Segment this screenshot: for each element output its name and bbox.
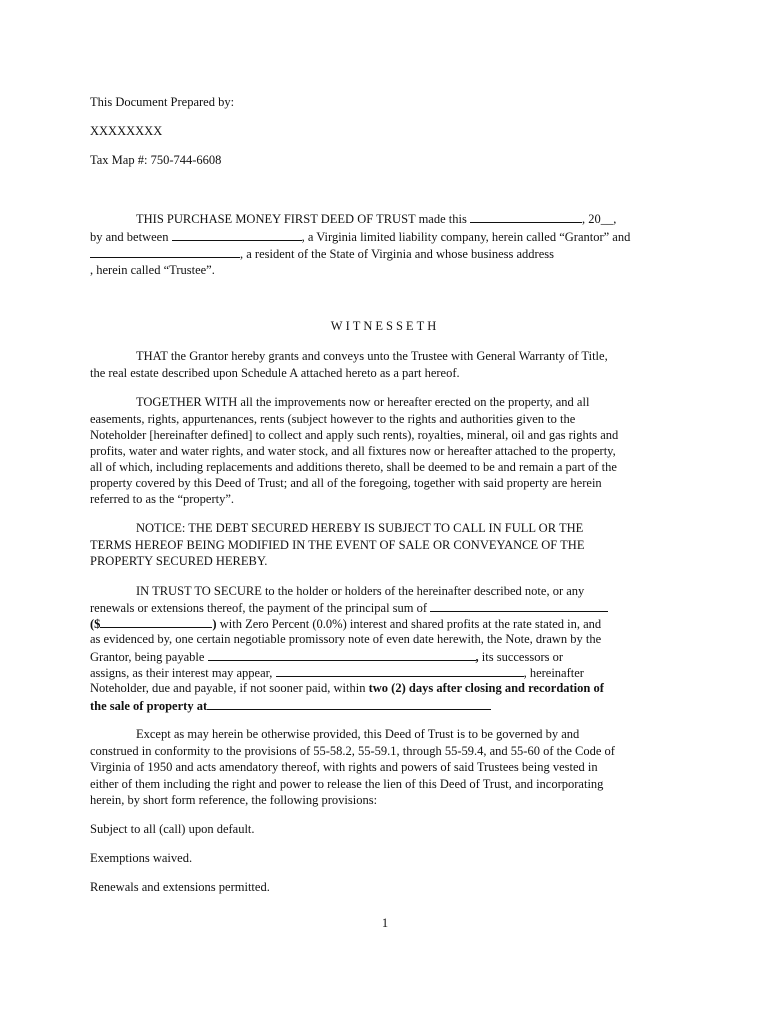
together-line: property covered by this Deed of Trust; and all of the foregoing, together with said property are herein <box>90 476 602 490</box>
amount-prefix: ($ <box>90 617 101 631</box>
intro-text: , a Virginia limited liability company, herein called “Grantor” and <box>301 230 631 244</box>
tax-map-number: Tax Map #: 750-744-6608 <box>90 153 222 167</box>
prepared-by-label: This Document Prepared by: <box>90 95 235 109</box>
together-line: all of which, including replacements and additions thereto, shall be deemed to be and remain a part of the <box>90 460 617 474</box>
grant-line: the real estate described upon Schedule A attached hereto as a part hereof. <box>90 366 460 380</box>
except-line: either of them including the right and power to release the lien of this Deed of Trust, and incorporating <box>90 777 604 791</box>
trust-line-7 <box>90 680 604 696</box>
payee-blank <box>208 648 476 661</box>
together-line: profits, water and water rights, and water stock, and all fixtures now or hereafter attached to the property, <box>90 444 616 458</box>
preparer-name: XXXXXXXX <box>90 124 163 138</box>
together-line: TOGETHER WITH all the improvements now or hereafter erected on the property, and all <box>136 395 590 409</box>
together-line: easements, rights, appurtenances, rents (subject however to the rights and authorities given to the <box>90 412 576 426</box>
trust-text: renewals or extensions thereof, the payment of the principal sum of <box>90 601 428 615</box>
trust-line-2 <box>90 599 608 616</box>
together-line: referred to as the “property”. <box>90 492 235 506</box>
notice-line: PROPERTY SECURED HEREBY. <box>90 554 268 568</box>
intro-text: by and between <box>90 230 169 244</box>
trust-text: , hereinafter <box>523 666 584 680</box>
noteholder-blank <box>276 664 524 677</box>
trustee-blank <box>90 245 240 258</box>
page-number: 1 <box>381 916 389 930</box>
notice-line: TERMS HEREOF BEING MODIFIED IN THE EVENT OF SALE OR CONVEYANCE OF THE <box>90 538 585 552</box>
trust-text: its successors or <box>478 650 564 664</box>
amount-suffix: ) <box>212 617 217 631</box>
except-line: Except as may herein be otherwise provided, this Deed of Trust is to be governed by and <box>136 727 580 741</box>
intro-year: , 20__, <box>581 212 617 226</box>
trust-line-8 <box>90 697 491 714</box>
principal-sum-blank <box>430 599 608 612</box>
due-terms: the sale of property at <box>90 699 208 713</box>
intro-text: , a resident of the State of Virginia and whose business address <box>240 247 555 261</box>
witnesseth-heading: WITNESSETH <box>330 319 440 333</box>
intro-line-3 <box>90 245 554 262</box>
trust-line-3 <box>90 615 601 632</box>
grant-line: THAT the Grantor hereby grants and conveys unto the Trustee with General Warranty of Title, <box>136 349 608 363</box>
date-blank <box>470 210 582 223</box>
trust-text: Noteholder, due and payable, if not sooner paid, within <box>90 681 369 695</box>
trust-line-4: as evidenced by, one certain negotiable promissory note of even date herewith, the Note, drawn by the <box>90 632 602 646</box>
trust-line-5 <box>90 648 563 665</box>
except-line: construed in conformity to the provisions of 55-58.2, 55-59.1, through 55-59.4, and 55-60 of the Code of <box>90 744 615 758</box>
trust-text: assigns, as their interest may appear, <box>90 666 273 680</box>
notice-line: NOTICE: THE DEBT SECURED HEREBY IS SUBJECT TO CALL IN FULL OR THE <box>136 521 584 535</box>
provision-item: Renewals and extensions permitted. <box>90 880 270 894</box>
intro-line-2 <box>90 228 630 245</box>
together-line: Noteholder [hereinafter defined] to collect and apply such rents), royalties, mineral, oil and gas rights and <box>90 428 619 442</box>
provision-item: Subject to all (call) upon default. <box>90 822 255 836</box>
intro-line-4: , herein called “Trustee”. <box>90 263 215 277</box>
intro-line-1 <box>136 210 616 227</box>
grantor-blank <box>172 228 302 241</box>
trust-text: with Zero Percent (0.0%) interest and shared profits at the rate stated in, and <box>216 617 602 631</box>
except-line: herein, by short form reference, the following provisions: <box>90 793 378 807</box>
provision-item: Exemptions waived. <box>90 851 193 865</box>
property-address-blank <box>207 697 491 710</box>
due-terms: two (2) days after closing and recordation of <box>368 681 604 695</box>
intro-text: THIS PURCHASE MONEY FIRST DEED OF TRUST made this <box>136 212 467 226</box>
amount-blank <box>100 615 212 628</box>
except-line: Virginia of 1950 and acts amendatory thereof, with rights and powers of said Trustees being vested in <box>90 760 598 774</box>
trust-text: Grantor, being payable <box>90 650 205 664</box>
trust-comma: , <box>475 650 479 664</box>
trust-line-6 <box>90 664 584 681</box>
trust-line-1: IN TRUST TO SECURE to the holder or holders of the hereinafter described note, or any <box>136 584 585 598</box>
